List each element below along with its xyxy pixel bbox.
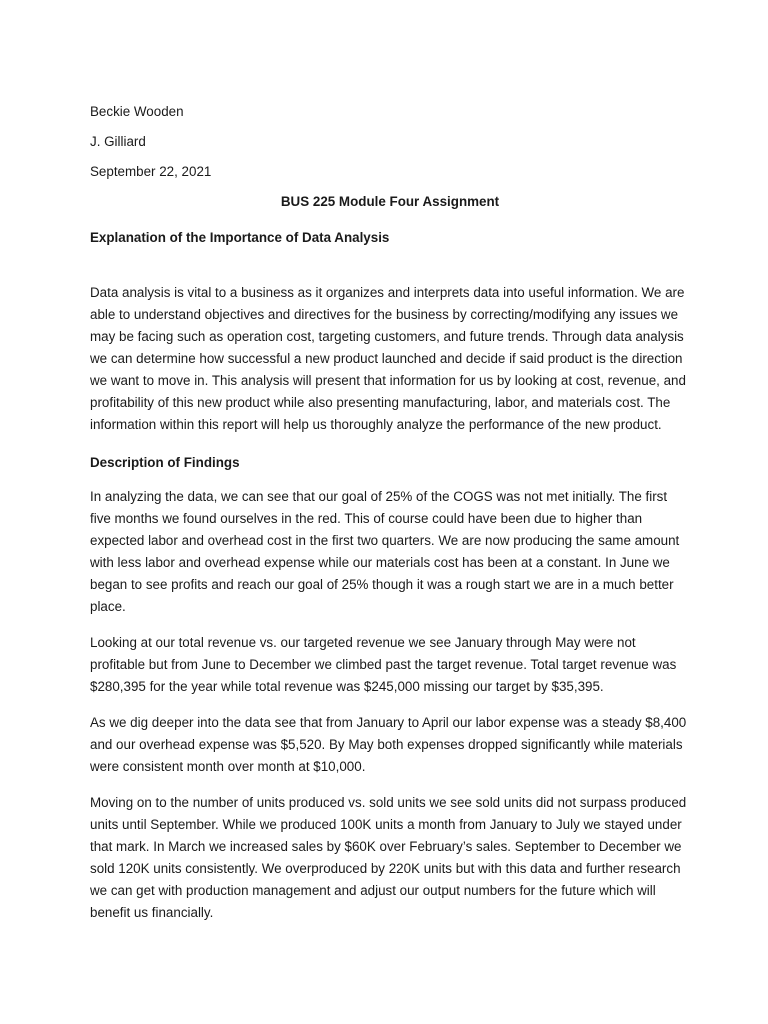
importance-paragraph: Data analysis is vital to a business as it organizes and interprets data into useful information. We are able to understand objectives and directives for the business by correcting/modifying any issues we may be facing such as operation cost, targeting customers, and future trends. Through data analysis we can determine how successful a new product launched and decide if said product is the direction we want to move in. This analysis will present that information for us by looking at cost, revenue, and profitability of this new product while also presenting manufacturing, labor, and materials cost. The information within this report will help us thoroughly analyze the performance of the new product.	[90, 285, 686, 432]
instructor-name: J. Gilliard	[90, 134, 146, 149]
importance-heading: Explanation of the Importance of Data Analysis	[90, 230, 390, 245]
findings-paragraph-1: In analyzing the data, we can see that our goal of 25% of the COGS was not met initially. The first five months we found ourselves in the red. This of course could have been due to higher than expected labor and overhead cost in the first two quarters. We are now producing the same amount with less labor and overhead expense while our materials cost has been at a constant. In June we began to see profits and reach our goal of 25% though it was a rough start we are in a much better place.	[90, 489, 680, 614]
document-date: September 22, 2021	[90, 164, 212, 179]
findings-paragraph-2: Looking at our total revenue vs. our targeted revenue we see January through May were not profitable but from June to December we climbed past the target revenue. Total target revenue was $280,395 for the year while total revenue was $245,000 missing our target by $35,395.	[90, 635, 677, 694]
findings-paragraph-3: As we dig deeper into the data see that from January to April our labor expense was a steady $8,400 and our overhead expense was $5,520. By May both expenses dropped significantly while materials were consistent month over month at $10,000.	[90, 715, 687, 774]
document-title: BUS 225 Module Four Assignment	[280, 194, 500, 209]
document-body	[90, 101, 690, 938]
findings-heading: Description of Findings	[90, 455, 240, 470]
findings-paragraph-4: Moving on to the number of units produced vs. sold units we see sold units did not surpass produced units until September. While we produced 100K units a month from January to July we stayed under that mark. In March we increased sales by $60K over February’s sales. September to December we sold 120K units consistently. We overproduced by 220K units but with this data and further research we can get with production management and adjust our output numbers for the future which will benefit us financially.	[90, 795, 687, 920]
author-name: Beckie Wooden	[90, 104, 184, 119]
